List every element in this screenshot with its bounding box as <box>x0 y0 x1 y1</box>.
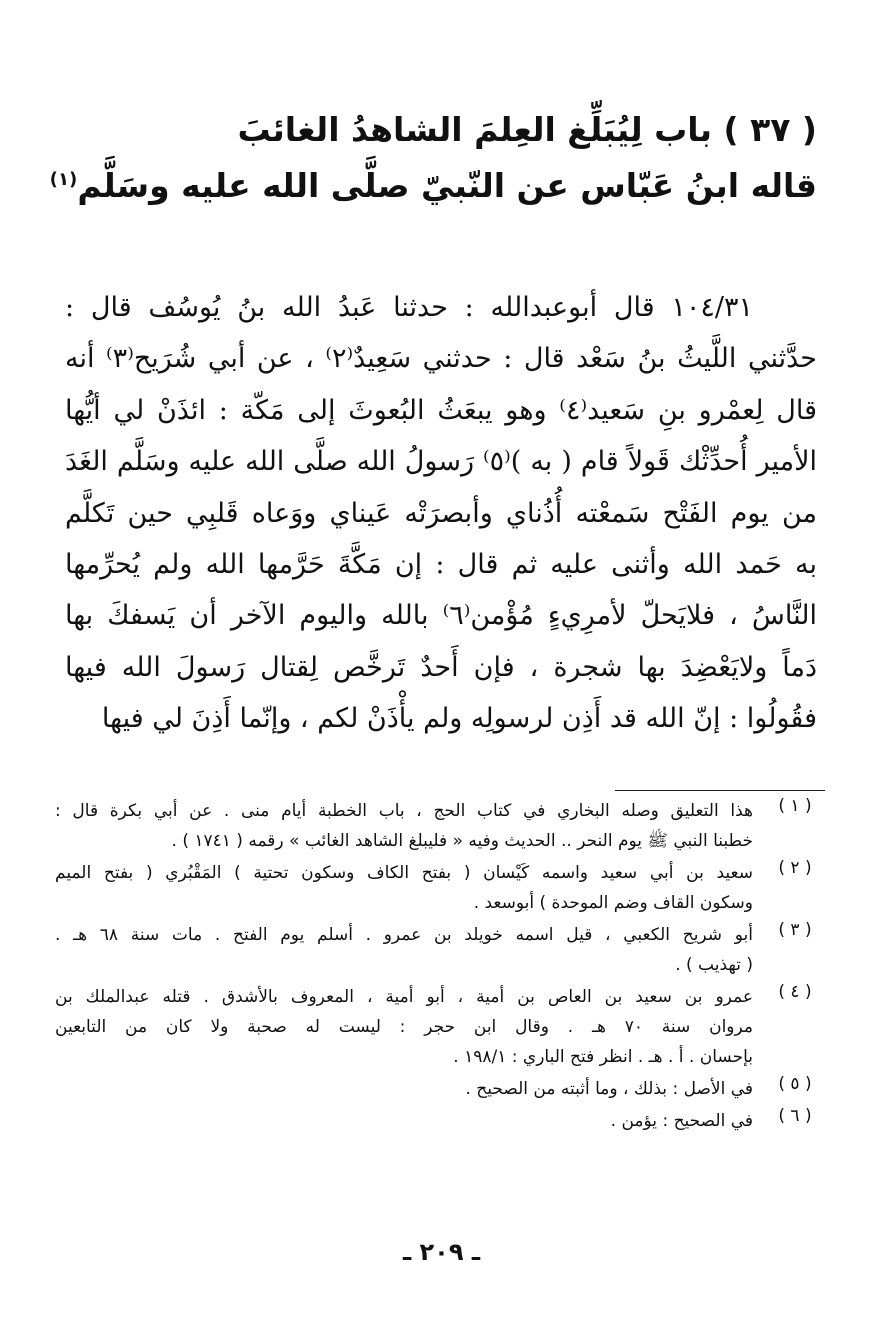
footnote-line: بإحسان . أ . هـ . انظر فتح الباري : ١٩٨/١ . <box>453 1047 753 1067</box>
hadith-line: فقُولُوا : إنّ الله قد أَذِن لرسولِه ولم يأْذَنْ لكم ، وإنّما أَذِنَ لي فيها <box>101 703 817 735</box>
footnote-line: سعيد بن أبي سعيد واسمه كَيْسان ( بفتح الكاف وسكون تحتية ) المَقْبُري ( بفتح الميم <box>55 863 753 883</box>
footnote-ref: (١) <box>49 169 78 190</box>
hadith-text <box>65 282 817 745</box>
hadith-line: النَّاسُ ، فلايَحلّ لأمرِيءٍ مُؤْمن⁽٦⁾ بالله واليوم الآخر أن يَسفكَ بها <box>65 600 817 632</box>
chapter-title-text: ( ٣٧ ) باب لِيُبَلِّغ العِلمَ الشاهدُ الغائبَ <box>237 110 817 149</box>
hadith-line: به حَمد الله وأثنى عليه ثم قال : إن مَكَّةَ حَرَّمها الله ولم يُحرِّمها <box>65 548 817 580</box>
footnote-6 <box>55 1106 825 1136</box>
footnote-number: ( ٦ ) <box>778 1106 812 1126</box>
chapter-subtitle-text: قاله ابنُ عَبّاس عن النّبيّ صلَّى الله عليه وسَلَّم <box>77 166 817 205</box>
footnote-number: ( ٤ ) <box>778 982 812 1002</box>
footnote-line: وسكون القاف وضم الموحدة ) أبوسعد . <box>473 893 753 913</box>
footnote-5 <box>55 1074 825 1104</box>
hadith-line: قال لِعمْرو بنِ سَعيد⁽٤⁾ وهو يبعَثُ البُعوثَ إلى مَكّة : ائذَنْ لي أيُّها <box>65 394 817 426</box>
hadith-line: ١٠٤/٣١ قال أبوعبدالله : حدثنا عَبدُ الله بنُ يُوسُف قال : <box>65 292 753 323</box>
footnote-1 <box>55 796 825 856</box>
page-number: ـ ٢٠٩ ـ <box>402 1238 481 1266</box>
footnote-line: في الصحيح : يؤمن . <box>610 1111 753 1131</box>
hadith-line: دَماً ولايَعْضِدَ بها شجرة ، فإن أَحدٌ تَرخَّص لِقتال رَسولَ الله فيها <box>65 651 817 683</box>
footnote-number: ( ٥ ) <box>778 1074 812 1094</box>
footnote-line: أبو شريح الكعبي ، قيل اسمه خويلد بن عمرو . أسلم يوم الفتح . مات سنة ٦٨ هـ . <box>55 925 753 945</box>
footnote-line: مروان سنة ٧٠ هـ . وقال ابن حجر : ليست له صحبة ولا كان من التابعين <box>55 1017 753 1037</box>
footnote-line: عمرو بن سعيد بن العاص بن أمية ، أبو أمية ، المعروف بالأشدق . قتله عبدالملك بن <box>55 987 753 1007</box>
footnote-4 <box>55 982 825 1072</box>
hadith-line: من يوم الفَتْح سَمعْته أُذُناي وأبصرَتْه عَيناي ووَعاه قَلبِي حين تَكلَّم <box>65 497 817 529</box>
footnote-number: ( ٢ ) <box>778 858 812 878</box>
hadith-line: الأمير أُحدِّثْك قَولاً قام ( به )⁽٥⁾ رَسولُ الله صلَّى الله عليه وسَلَّم الغَدَ <box>65 446 817 478</box>
chapter-title <box>57 108 817 152</box>
footnotes <box>55 796 825 1138</box>
footnote-divider <box>615 790 825 791</box>
hadith-line: حدَّثني اللَّيثُ بنُ سَعْد قال : حدثني سَعِيدٌ⁽٢⁾ ، عن أبي شُرَيح⁽٣⁾ أنه <box>65 343 817 375</box>
chapter-subtitle <box>49 164 817 208</box>
footnote-number: ( ٣ ) <box>778 920 812 940</box>
footnote-number: ( ١ ) <box>778 796 812 816</box>
footnote-line: في الأصل : بذلك ، وما أثبته من الصحيح . <box>465 1079 753 1099</box>
footnote-2 <box>55 858 825 918</box>
footnote-line: خطبنا النبي ﷺ يوم النحر .. الحديث وفيه « فليبلغ الشاهد الغائب » رقمه ( ١٧٤١ ) . <box>171 831 753 851</box>
footnote-3 <box>55 920 825 980</box>
footnote-line: ( تهذيب ) . <box>675 955 753 975</box>
footnote-line: هذا التعليق وصله البخاري في كتاب الحج ، باب الخطبة أيام منى . عن أبي بكرة قال : <box>55 801 753 821</box>
